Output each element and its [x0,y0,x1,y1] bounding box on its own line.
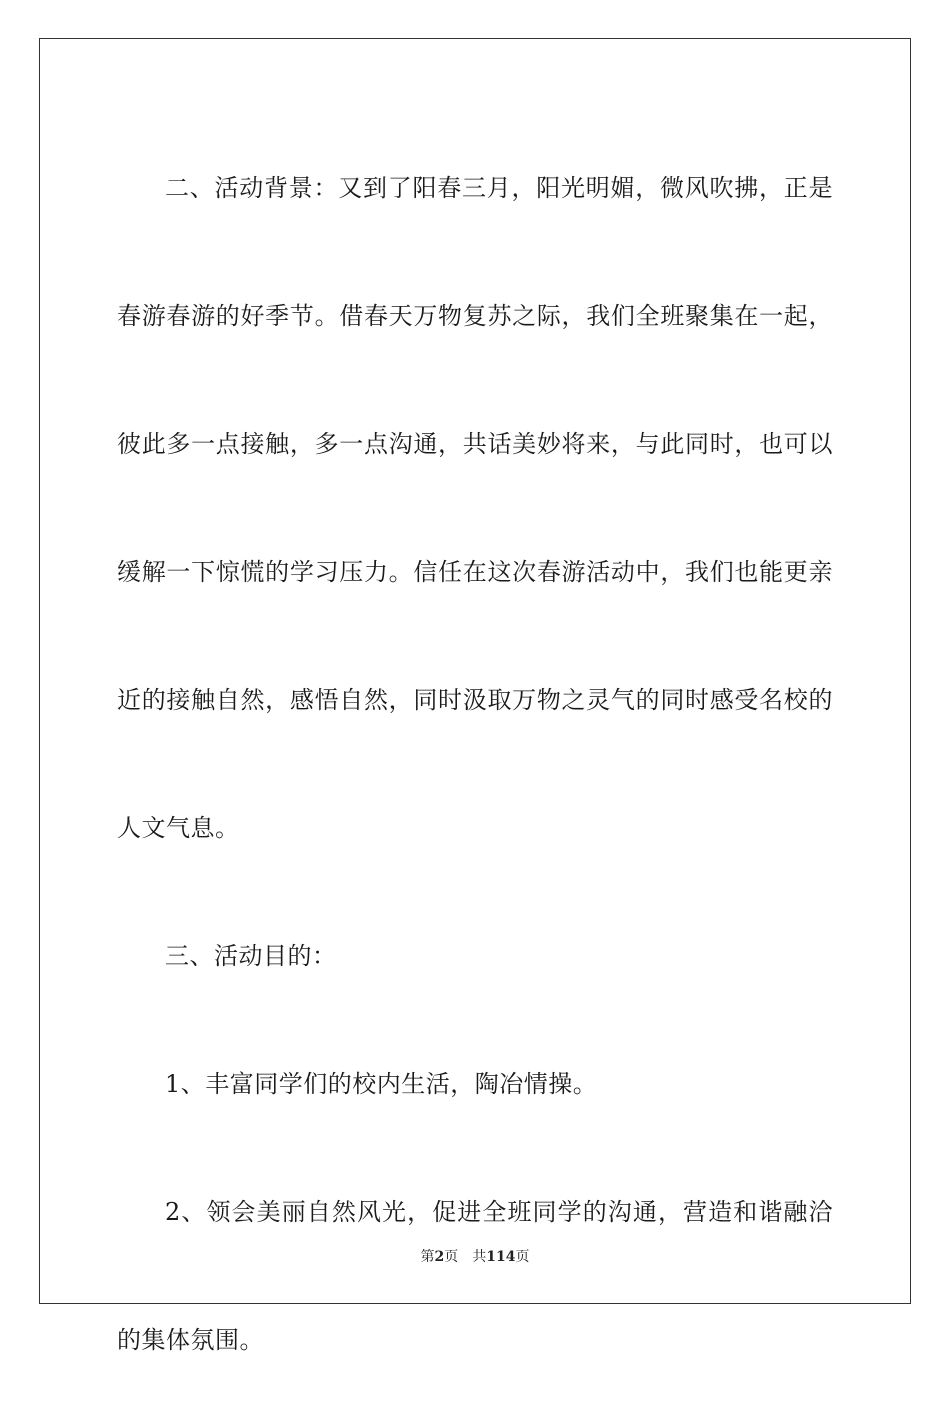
paragraph-purpose-item-1: 1、丰富同学们的校内生活，陶冶情操。 [165,1070,598,1098]
document-body [117,124,833,1404]
total-suffix: 页 [515,1249,530,1265]
page-number: 2 [434,1249,445,1265]
paragraph-background: 二、活动背景：又到了阳春三月，阳光明媚，微风吹拂，正是春游春游的好季节。借春天万物复苏之际，我们全班聚集在一起，彼此多一点接触，多一点沟通，共话美妙将来，与此同时，也可以缓解一下惊慌的学习压力。信任在这次春游活动中，我们也能更亲近的接触自然，感悟自然，同时汲取万物之灵气的同时感受名校的人文气息。 [117,174,833,842]
paragraph-purpose-item-2: 2、领会美丽自然风光，促进全班同学的沟通，营造和谐融洽的集体氛围。 [117,1198,833,1354]
page-suffix: 页 [444,1249,459,1265]
paragraph-purpose-heading: 三、活动目的： [165,942,337,970]
page-prefix: 第 [420,1249,435,1265]
page-footer [0,1246,950,1266]
total-pages: 114 [486,1249,516,1265]
total-prefix: 共 [472,1249,487,1265]
